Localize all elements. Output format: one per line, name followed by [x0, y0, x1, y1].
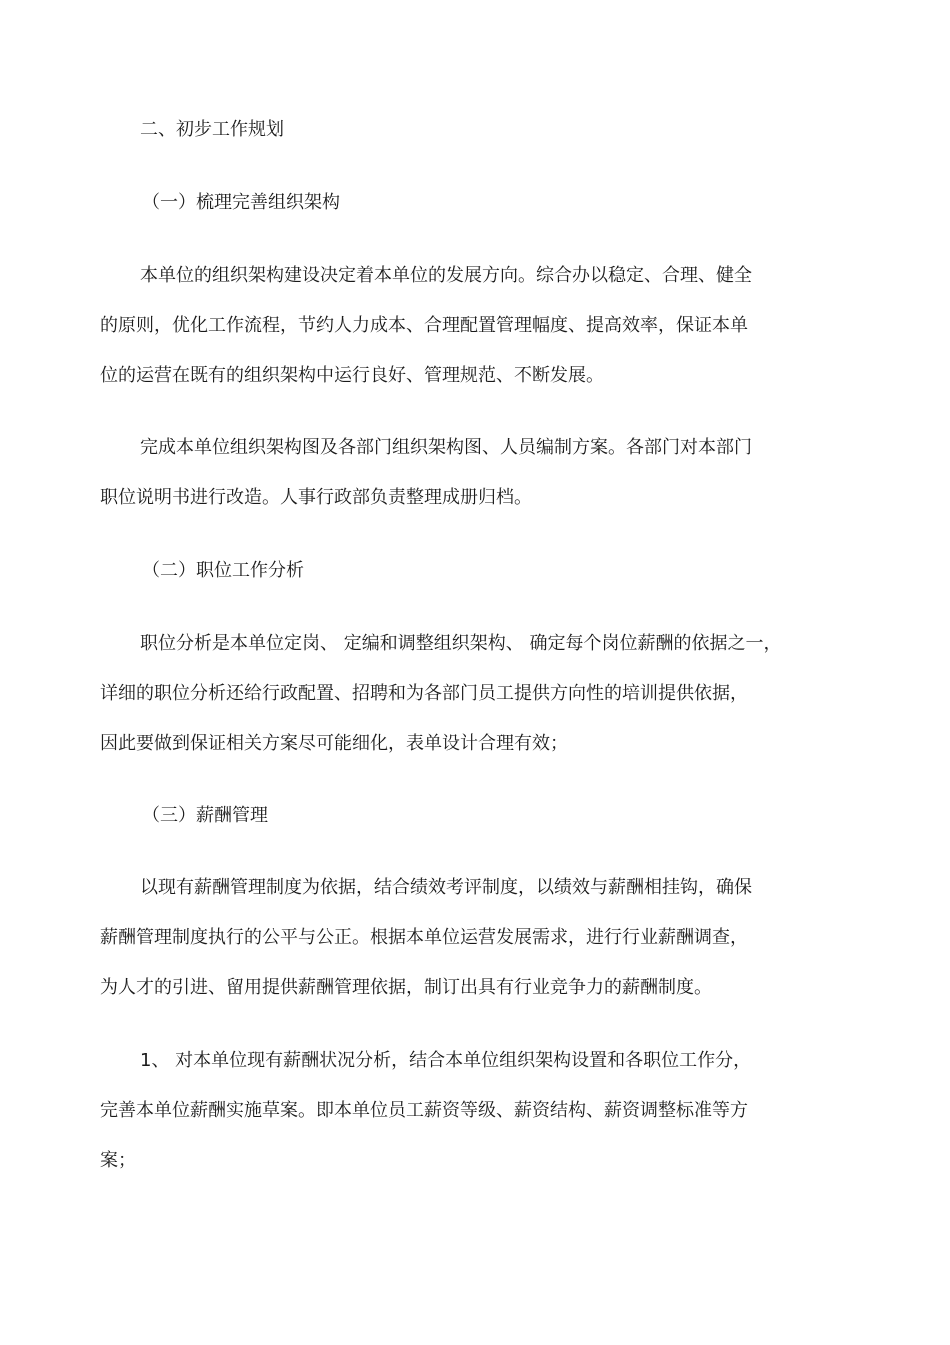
list-item-line: 完善本单位薪酬实施草案。即本单位员工薪资等级、薪资结构、薪资调整标准等方 — [100, 1100, 748, 1121]
paragraph-line: 职位说明书进行改造。人事行政部负责整理成册归档。 — [100, 487, 532, 508]
paragraph-line: 详细的职位分析还给行政配置、招聘和为各部门员工提供方向性的培训提供依据， — [100, 683, 748, 704]
paragraph-line: 职位分析是本单位定岗、 定编和调整组织架构、 确定每个岗位薪酬的依据之一， — [140, 633, 782, 654]
subsection-heading-1: （一）梳理完善组织架构 — [142, 192, 340, 213]
subsection-heading-2: （二）职位工作分析 — [142, 560, 304, 581]
paragraph-line: 以现有薪酬管理制度为依据，结合绩效考评制度，以绩效与薪酬相挂钩，确保 — [140, 877, 752, 898]
paragraph-line: 位的运营在既有的组织架构中运行良好、管理规范、不断发展。 — [100, 365, 604, 386]
paragraph-line: 为人才的引进、留用提供薪酬管理依据，制订出具有行业竞争力的薪酬制度。 — [100, 977, 712, 998]
section-heading: 二、初步工作规划 — [140, 119, 284, 140]
paragraph-line: 的原则，优化工作流程，节约人力成本、合理配置管理幅度、提高效率，保证本单 — [100, 315, 748, 336]
paragraph-line: 本单位的组织架构建设决定着本单位的发展方向。综合办以稳定、合理、健全 — [140, 265, 752, 286]
paragraph-line: 完成本单位组织架构图及各部门组织架构图、人员编制方案。各部门对本部门 — [140, 437, 752, 458]
paragraph-line: 因此要做到保证相关方案尽可能细化，表单设计合理有效； — [100, 733, 568, 754]
list-item-line: 1、 对本单位现有薪酬状况分析，结合本单位组织架构设置和各职位工作分， — [140, 1050, 752, 1071]
paragraph-line: 薪酬管理制度执行的公平与公正。根据本单位运营发展需求，进行行业薪酬调查， — [100, 927, 748, 948]
subsection-heading-3: （三）薪酬管理 — [142, 805, 268, 826]
list-item-line: 案； — [100, 1150, 136, 1171]
